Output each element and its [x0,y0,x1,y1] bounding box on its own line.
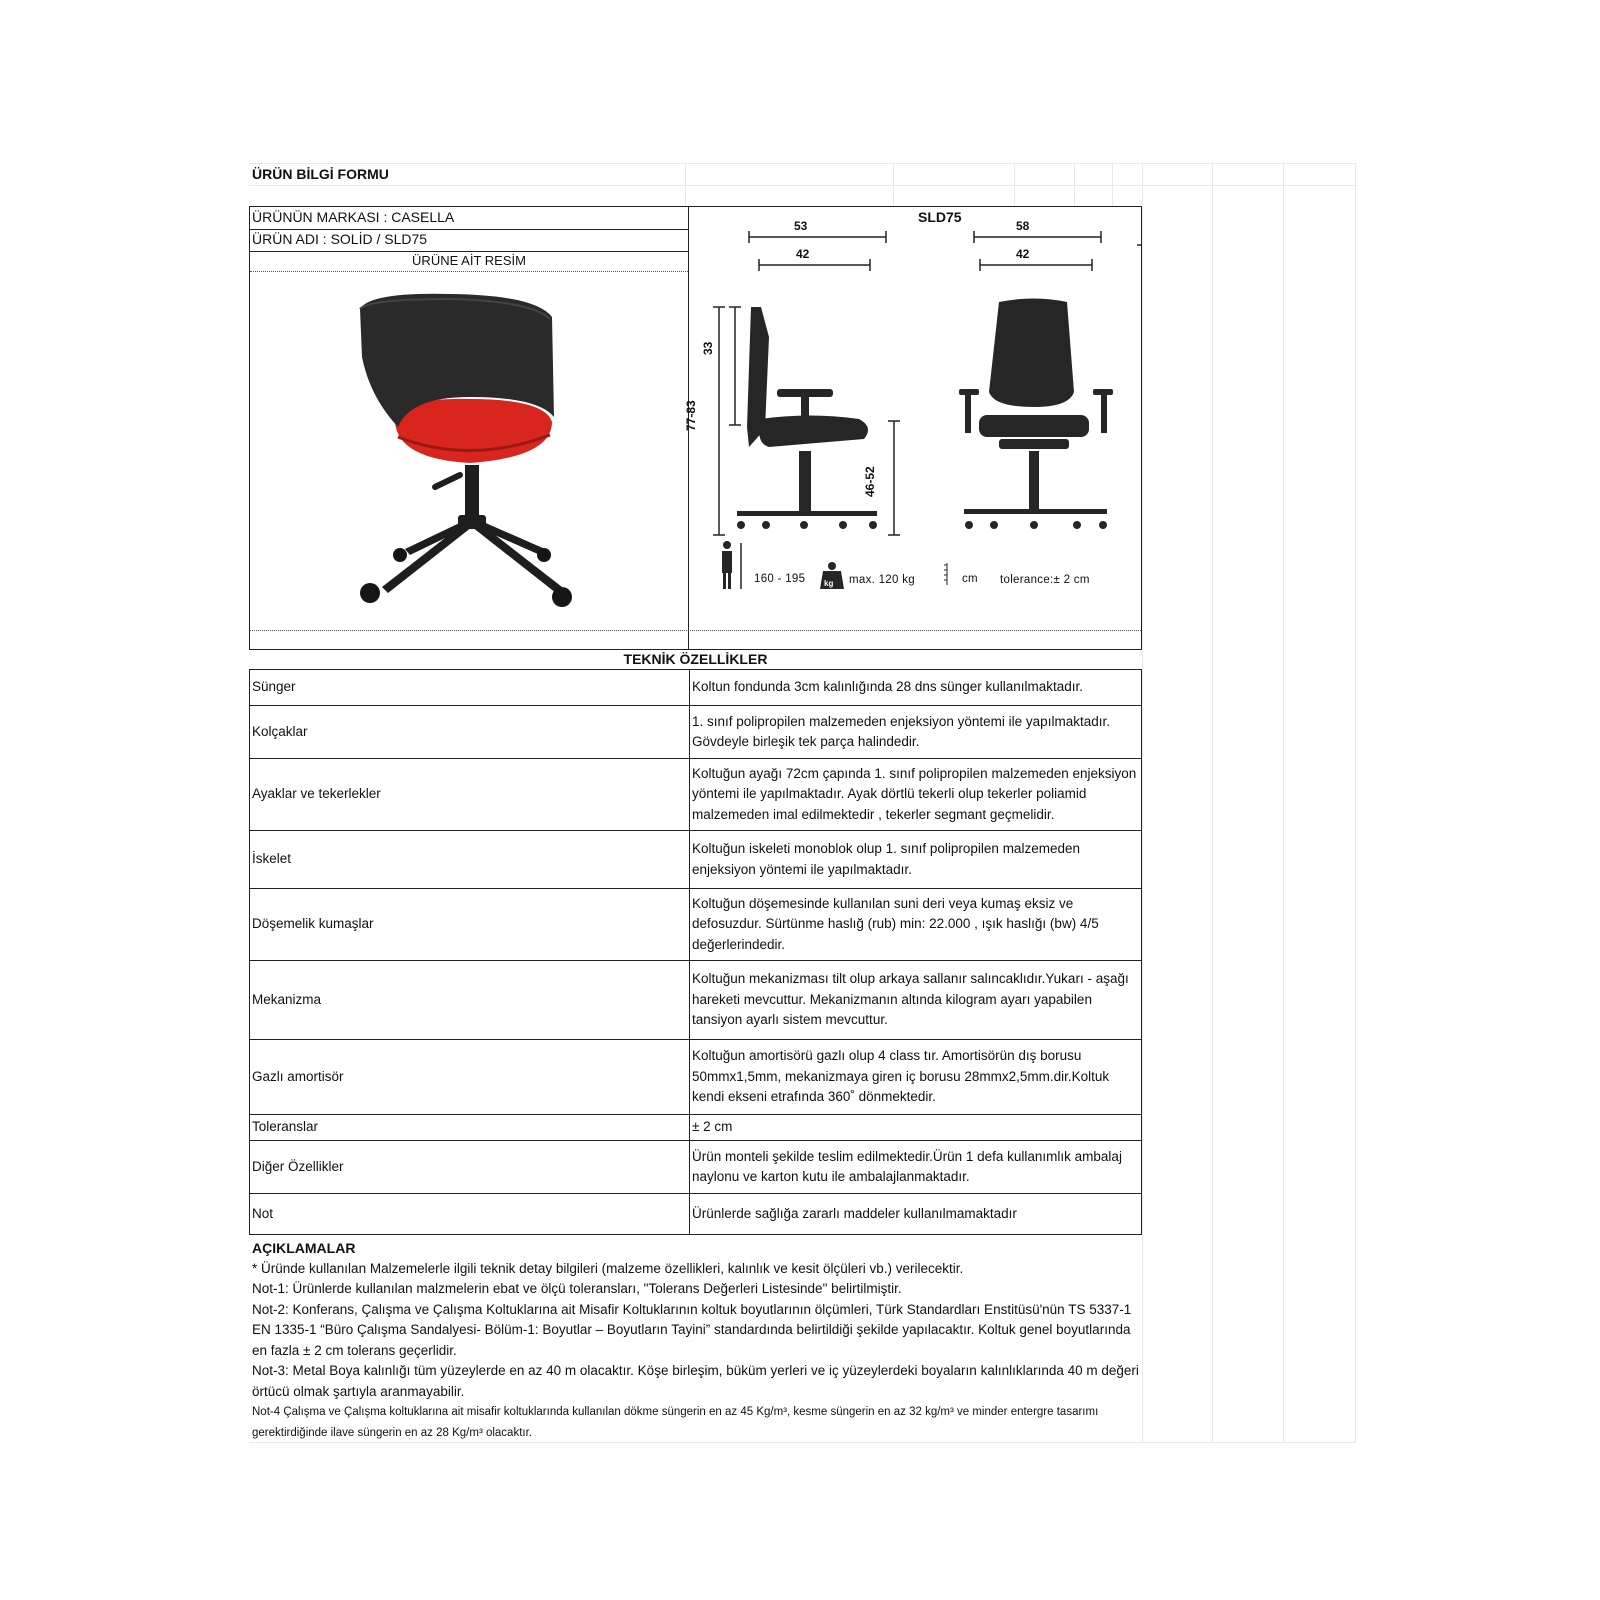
table-row [250,1115,1142,1141]
table-row [250,961,1142,1040]
spec-key: Not [250,1194,690,1235]
spec-key: Kolçaklar [250,706,690,759]
table-row [250,759,1142,831]
seat-height: 46-52 [863,466,877,497]
spec-value: Koltuğun döşemesinde kullanılan suni deri veya kumaş eksiz ve defosuzdur. Sürtünme haslığ (rub) min: 22.000 , ışık haslığı (bw) 4/5 değerlerindedir. [690,889,1142,961]
table-row [250,1194,1142,1235]
spec-key: İskelet [250,831,690,889]
table-row [250,1040,1142,1115]
max-load: max. 120 kg [849,574,915,586]
front-seat-width: 42 [1016,247,1030,261]
spec-key: Ayaklar ve tekerlekler [250,759,690,831]
spec-key: Diğer Özellikler [250,1141,690,1194]
spec-value: Koltuğun amortisörü gazlı olup 4 class tır. Amortisörün dış borusu 50mmx1,5mm, mekanizmaya giren iç borusu 28mmx2,5mm.dir.Koltuk kendi ekseni etrafında 360˚ dönmektedir. [690,1040,1142,1115]
back-height: 33 [701,341,715,355]
product-name-label: ÜRÜN ADI : SOLİD / SLD75 [252,231,428,247]
spec-value: ± 2 cm [690,1115,1142,1141]
spec-key: Sünger [250,670,690,706]
spec-key: Mekanizma [250,961,690,1040]
dimension-lines [713,231,1141,535]
chair-seat [395,399,552,463]
side-view-chair [737,307,877,529]
note-item: Not-2: Konferans, Çalışma ve Çalışma Koltuklarına ait Misafir Koltuklarının koltuk boyutlarının ölçümleri, Türk Standardları Enstitüsü'nün TS 5337-1 EN 1335-1 “Büro Çalışma Sandalyesi- Bölüm-1: Boyutlar – Boyutların Tayini” standardında belirtildiği şekilde yapılacaktır. Koltuk genel boyutlarında en fazla ± 2 cm tolerans geçerlidir. [252,1301,1132,1358]
product-header-box [249,206,1142,650]
spec-value: 1. sınıf polipropilen malzemeden enjeksiyon yöntemi ile yapılmaktadır. Gövdeyle birleşik tek parça halindedir. [690,706,1142,759]
side-seat-width: 42 [796,247,810,261]
technical-drawing [689,207,1141,629]
specs-table [249,669,1142,1235]
spec-value: Ürün monteli şekilde teslim edilmektedir.Ürün 1 defa kullanımlık ambalaj naylonu ve karton kutu ile ambalajlanmaktadır. [690,1141,1142,1194]
spec-value: Koltun fondunda 3cm kalınlığında 28 dns sünger kullanılmaktadır. [690,670,1142,706]
note-item: * Üründe kullanılan Malzemelerle ilgili teknik detay bilgileri (malzeme özellikleri, kalınlık ve kesit ölçüleri vb.) verilecektir. [252,1260,964,1276]
spec-value: Ürünlerde sağlığa zararlı maddeler kullanılmamaktadır [690,1194,1142,1235]
product-photo [340,287,600,627]
brand-label: ÜRÜNÜN MARKASI : CASELLA [252,209,455,225]
table-row [250,1141,1142,1194]
model-label: SLD75 [918,209,962,225]
table-row [250,706,1142,759]
user-height-range: 160 - 195 [754,573,806,585]
chair-base [360,465,572,607]
total-height: 77-83 [684,400,698,431]
front-top-width: 58 [1016,219,1030,233]
specs-title: TEKNİK ÖZELLİKLER [623,651,768,667]
spec-value: Koltuğun mekanizması tilt olup arkaya sallanır salıncaklıdır.Yukarı - aşağı hareketi mevcuttur. Mekanizmanın altında kilogram ayarı yapabilen tansiyon ayarlı sistem mevcuttur. [690,961,1142,1040]
note-item: Not-4 Çalışma ve Çalışma koltuklarına ait misafir koltuklarında kullanılan dökme süngerin en az 45 Kg/m³, kesme süngerin en az 32 kg/m³ ve minder entergre tasarımı gerektirdiğinde ilave süngerin en az 28 Kg/m³ olacaktır. [252,1406,1099,1439]
spec-key: Gazlı amortisör [250,1040,690,1115]
table-row [250,670,1142,706]
notes-title: AÇIKLAMALAR [252,1240,356,1256]
header-row-line [250,229,688,230]
form-title: ÜRÜN BİLGİ FORMU [252,166,389,182]
kg-badge: kg [824,579,834,588]
unit-label: cm [962,573,978,585]
header-row-line [250,251,688,252]
header-dotted-line [250,271,688,272]
note-item: Not-3: Metal Boya kalınlığı tüm yüzeylerde en az 40 m olacaktır. Köşe birleşim, büküm yerleri ve iç yüzeylerdeki boyaların kalınlıklarında 40 m değeri örtücü olmak şartıyla aranmayabilir. [252,1363,1139,1399]
tolerance-label: tolerance:± 2 cm [1000,574,1090,586]
side-top-width: 53 [794,219,808,233]
ruler-icon [944,563,947,585]
note-item: Not-1: Ürünlerde kullanılan malzmelerin ebat ve ölçü toleransları, "Tolerans Değerleri Listesinde" belirtilmiştir. [252,1281,902,1296]
spec-key: Döşemelik kumaşlar [250,889,690,961]
notes-section [252,1238,1144,1443]
height-person-icon [722,541,741,589]
front-view-chair [959,299,1113,530]
table-row [250,831,1142,889]
spec-key: Toleranslar [250,1115,690,1141]
spec-value: Koltuğun ayağı 72cm çapında 1. sınıf polipropilen malzemeden enjeksiyon yöntemi ile yapılmaktadır. Ayak dörtlü tekerli olup tekerler poliamid malzemeden imal edilmektedir , tekerler segmant geçmelidir. [690,759,1142,831]
header-dotted-line [250,630,1141,631]
spec-value: Koltuğun iskeleti monoblok olup 1. sınıf polipropilen malzemeden enjeksiyon yöntemi ile yapılmaktadır. [690,831,1142,889]
table-row [250,889,1142,961]
image-caption: ÜRÜNE AİT RESİM [412,253,526,268]
